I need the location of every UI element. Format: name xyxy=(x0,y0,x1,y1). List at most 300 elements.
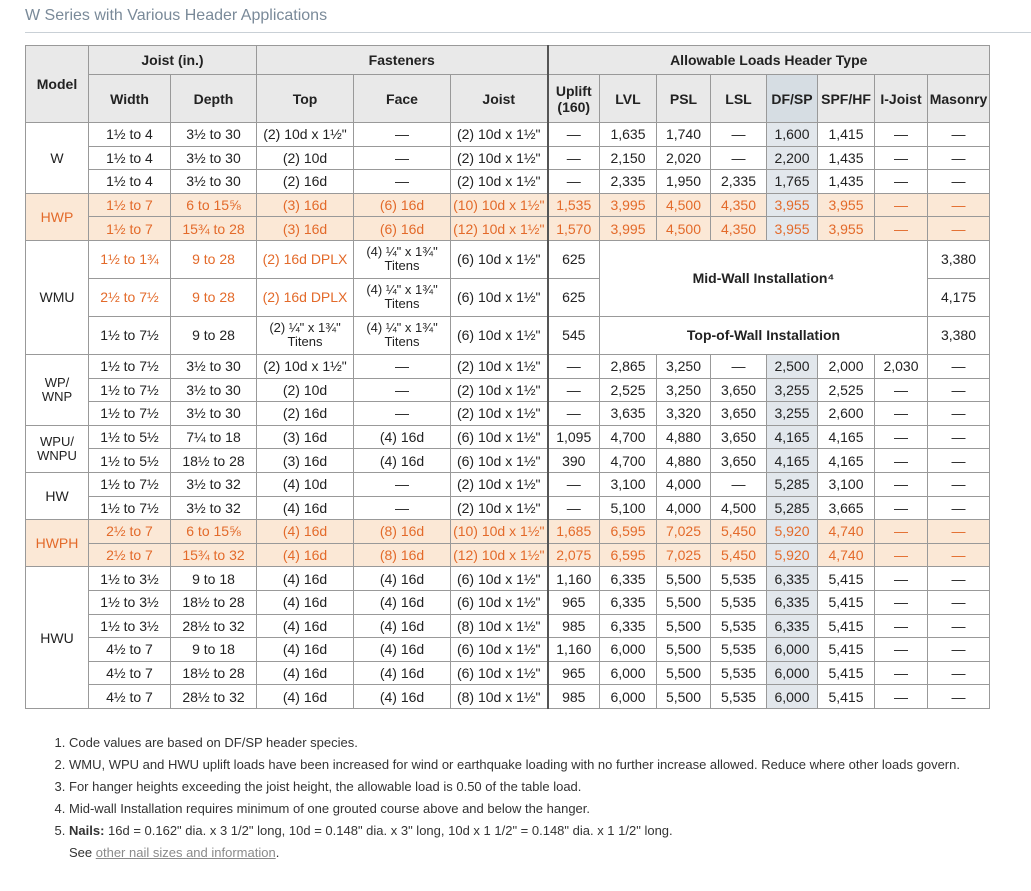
cell-psl: 1,950 xyxy=(657,170,711,194)
cell-lvl: 4,700 xyxy=(600,449,657,473)
cell-masonry: — xyxy=(928,425,990,449)
cell-width: 1½ to 7 xyxy=(89,217,171,241)
uplift-sub: (160) xyxy=(557,98,591,115)
cell-depth: 3½ to 30 xyxy=(171,123,257,147)
cell-depth: 28½ to 32 xyxy=(171,614,257,638)
cell-uplift: 965 xyxy=(548,661,600,685)
cell-lsl: 5,450 xyxy=(711,520,767,544)
cell-psl: 5,500 xyxy=(657,661,711,685)
cell-lvl: 6,000 xyxy=(600,661,657,685)
cell-psl: 4,500 xyxy=(657,217,711,241)
cell-ijoist: — xyxy=(875,472,928,496)
col-joist: Joist xyxy=(451,75,548,123)
cell-spfhf: 3,665 xyxy=(818,496,875,520)
cell-masonry: — xyxy=(928,378,990,402)
cell-depth: 18½ to 28 xyxy=(171,590,257,614)
cell-spfhf: 1,415 xyxy=(818,123,875,147)
cell-joist: (6) 10d x 1½" xyxy=(451,638,548,662)
cell-joist: (6) 10d x 1½" xyxy=(451,278,548,316)
cell-width: 4½ to 7 xyxy=(89,661,171,685)
cell-top: (3) 16d xyxy=(257,425,354,449)
cell-dfsp: 1,600 xyxy=(767,123,818,147)
cell-top: (4) 10d xyxy=(257,472,354,496)
cell-face: — xyxy=(354,123,451,147)
table-row xyxy=(26,217,990,241)
cell-spfhf: 2,525 xyxy=(818,378,875,402)
cell-joist: (6) 10d x 1½" xyxy=(451,661,548,685)
see-prefix: See xyxy=(69,845,96,860)
cell-lvl: 6,000 xyxy=(600,685,657,709)
cell-width: 1½ to 7½ xyxy=(89,496,171,520)
cell-width: 1½ to 7½ xyxy=(89,402,171,426)
model-hwu: HWU xyxy=(26,567,89,709)
cell-spfhf: 5,415 xyxy=(818,661,875,685)
cell-masonry: — xyxy=(928,193,990,217)
cell-uplift: 545 xyxy=(548,316,600,354)
model-hw: HW xyxy=(26,472,89,519)
cell-lsl: 5,535 xyxy=(711,590,767,614)
table-row xyxy=(26,543,990,567)
cell-width: 1½ to 5½ xyxy=(89,449,171,473)
cell-spfhf: 4,165 xyxy=(818,425,875,449)
cell-depth: 15¾ to 32 xyxy=(171,543,257,567)
col-dfsp: DF/SP xyxy=(767,75,818,123)
cell-spfhf: 5,415 xyxy=(818,638,875,662)
col-uplift xyxy=(548,75,600,123)
model-wpu: WPU/ WNPU xyxy=(26,425,89,472)
cell-ijoist: — xyxy=(875,449,928,473)
cell-top: (2) 16d xyxy=(257,402,354,426)
cell-lsl: 4,350 xyxy=(711,217,767,241)
cell-depth: 3½ to 30 xyxy=(171,170,257,194)
cell-masonry: — xyxy=(928,520,990,544)
see-suffix: . xyxy=(275,845,280,860)
cell-width: 2½ to 7 xyxy=(89,520,171,544)
cell-dfsp: 3,255 xyxy=(767,402,818,426)
cell-spfhf: 4,740 xyxy=(818,520,875,544)
cell-dfsp: 3,955 xyxy=(767,193,818,217)
cell-joist: (8) 10d x 1½" xyxy=(451,614,548,638)
cell-psl: 7,025 xyxy=(657,543,711,567)
footnotes xyxy=(51,732,1001,864)
cell-top: (4) 16d xyxy=(257,543,354,567)
cell-face: (8) 16d xyxy=(354,520,451,544)
cell-width: 1½ to 7½ xyxy=(89,316,171,354)
cell-masonry: — xyxy=(928,661,990,685)
cell-width: 1½ to 1¾ xyxy=(89,240,171,278)
cell-top: (4) 16d xyxy=(257,496,354,520)
cell-uplift: 390 xyxy=(548,449,600,473)
cell-masonry: — xyxy=(928,543,990,567)
cell-face: (4) 16d xyxy=(354,590,451,614)
cell-joist: (2) 10d x 1½" xyxy=(451,170,548,194)
table-row xyxy=(26,146,990,170)
cell-masonry: — xyxy=(928,402,990,426)
cell-ijoist: — xyxy=(875,567,928,591)
cell-top: (4) 16d xyxy=(257,685,354,709)
cell-top: (4) 16d xyxy=(257,567,354,591)
cell-width: 1½ to 7½ xyxy=(89,354,171,378)
cell-dfsp: 5,285 xyxy=(767,472,818,496)
cell-joist: (2) 10d x 1½" xyxy=(451,402,548,426)
note-5-text: 16d = 0.162" dia. x 3 1/2" long, 10d = 0.148" dia. x 3" long, 10d x 1 1/2" = 0.148" dia. x 1 1/2" long. xyxy=(104,823,673,838)
cell-spfhf: 5,415 xyxy=(818,590,875,614)
cell-joist: (8) 10d x 1½" xyxy=(451,685,548,709)
cell-lvl: 4,700 xyxy=(600,425,657,449)
cell-joist: (6) 10d x 1½" xyxy=(451,449,548,473)
cell-uplift: 625 xyxy=(548,278,600,316)
model-wp: WP/ WNP xyxy=(26,354,89,425)
cell-joist: (10) 10d x 1½" xyxy=(451,193,548,217)
col-model: Model xyxy=(26,46,89,123)
cell-masonry: — xyxy=(928,472,990,496)
cell-depth: 3½ to 30 xyxy=(171,146,257,170)
cell-lvl: 2,335 xyxy=(600,170,657,194)
cell-joist: (10) 10d x 1½" xyxy=(451,520,548,544)
table-row xyxy=(26,614,990,638)
table-row xyxy=(26,567,990,591)
cell-depth: 9 to 28 xyxy=(171,240,257,278)
cell-top: (4) 16d xyxy=(257,520,354,544)
cell-lvl: 6,000 xyxy=(600,638,657,662)
page-title: W Series with Various Header Applications xyxy=(25,7,328,24)
cell-face: (4) 16d xyxy=(354,425,451,449)
cell-width: 1½ to 3½ xyxy=(89,614,171,638)
cell-psl: 4,000 xyxy=(657,472,711,496)
cell-spfhf: 5,415 xyxy=(818,685,875,709)
cell-lvl: 6,335 xyxy=(600,567,657,591)
col-lsl: LSL xyxy=(711,75,767,123)
cell-dfsp: 6,335 xyxy=(767,567,818,591)
cell-psl: 7,025 xyxy=(657,520,711,544)
cell-spfhf: 3,955 xyxy=(818,193,875,217)
cell-lvl: 2,150 xyxy=(600,146,657,170)
cell-depth: 7¼ to 18 xyxy=(171,425,257,449)
cell-face: — xyxy=(354,402,451,426)
nail-info-link[interactable]: other nail sizes and information xyxy=(95,845,276,860)
cell-spfhf: 2,000 xyxy=(818,354,875,378)
cell-top: (2) 16d DPLX xyxy=(257,278,354,316)
cell-width: 1½ to 5½ xyxy=(89,425,171,449)
cell-lsl: 3,650 xyxy=(711,425,767,449)
cell-masonry: — xyxy=(928,217,990,241)
cell-spfhf: 1,435 xyxy=(818,170,875,194)
cell-depth: 3½ to 30 xyxy=(171,402,257,426)
note-5 xyxy=(69,820,1001,864)
cell-depth: 3½ to 32 xyxy=(171,496,257,520)
cell-lsl: — xyxy=(711,472,767,496)
cell-lvl: 6,595 xyxy=(600,543,657,567)
col-lvl: LVL xyxy=(600,75,657,123)
cell-face: — xyxy=(354,146,451,170)
cell-masonry: — xyxy=(928,123,990,147)
cell-ijoist: — xyxy=(875,378,928,402)
cell-dfsp: 6,335 xyxy=(767,614,818,638)
cell-depth: 15¾ to 28 xyxy=(171,217,257,241)
cell-top: (3) 16d xyxy=(257,449,354,473)
table-row xyxy=(26,638,990,662)
cell-spfhf: 3,955 xyxy=(818,217,875,241)
cell-joist: (2) 10d x 1½" xyxy=(451,146,548,170)
cell-face: (4) 16d xyxy=(354,614,451,638)
table-row xyxy=(26,170,990,194)
cell-width: 1½ to 7½ xyxy=(89,378,171,402)
cell-uplift: 1,160 xyxy=(548,638,600,662)
cell-width: 1½ to 7½ xyxy=(89,472,171,496)
cell-lsl: — xyxy=(711,354,767,378)
cell-uplift: 625 xyxy=(548,240,600,278)
cell-joist: (2) 10d x 1½" xyxy=(451,123,548,147)
cell-lsl: 5,535 xyxy=(711,661,767,685)
cell-psl: 4,880 xyxy=(657,449,711,473)
cell-psl: 5,500 xyxy=(657,567,711,591)
cell-face: (4) ¼" x 1¾" Titens xyxy=(354,278,451,316)
cell-uplift: — xyxy=(548,496,600,520)
cell-spfhf: 4,165 xyxy=(818,449,875,473)
cell-width: 1½ to 7 xyxy=(89,193,171,217)
cell-uplift: — xyxy=(548,146,600,170)
cell-masonry: 3,380 xyxy=(928,316,990,354)
cell-dfsp: 2,500 xyxy=(767,354,818,378)
table-row xyxy=(26,425,990,449)
cell-lsl: 3,650 xyxy=(711,449,767,473)
cell-ijoist: — xyxy=(875,590,928,614)
cell-lvl: 6,595 xyxy=(600,520,657,544)
cell-uplift: — xyxy=(548,123,600,147)
cell-dfsp: 1,765 xyxy=(767,170,818,194)
table-row xyxy=(26,240,990,278)
cell-joist: (2) 10d x 1½" xyxy=(451,378,548,402)
cell-ijoist: — xyxy=(875,661,928,685)
cell-lsl: 5,535 xyxy=(711,567,767,591)
cell-masonry: 3,380 xyxy=(928,240,990,278)
cell-lvl: 6,335 xyxy=(600,590,657,614)
cell-uplift: — xyxy=(548,170,600,194)
cell-ijoist: — xyxy=(875,638,928,662)
cell-spfhf: 4,740 xyxy=(818,543,875,567)
cell-lsl: 3,650 xyxy=(711,378,767,402)
cell-uplift: 1,095 xyxy=(548,425,600,449)
cell-ijoist: — xyxy=(875,614,928,638)
cell-face: — xyxy=(354,378,451,402)
cell-top: (2) 10d x 1½" xyxy=(257,354,354,378)
cell-dfsp: 6,000 xyxy=(767,661,818,685)
cell-joist: (6) 10d x 1½" xyxy=(451,240,548,278)
cell-uplift: — xyxy=(548,378,600,402)
cell-masonry: — xyxy=(928,614,990,638)
cell-lvl: 6,335 xyxy=(600,614,657,638)
cell-spfhf: 2,600 xyxy=(818,402,875,426)
table-row xyxy=(26,354,990,378)
cell-psl: 5,500 xyxy=(657,638,711,662)
cell-masonry: — xyxy=(928,685,990,709)
model-wmu: WMU xyxy=(26,240,89,354)
cell-joist: (6) 10d x 1½" xyxy=(451,316,548,354)
table-row xyxy=(26,496,990,520)
cell-ijoist: — xyxy=(875,496,928,520)
cell-masonry: — xyxy=(928,638,990,662)
cell-dfsp: 6,335 xyxy=(767,590,818,614)
cell-joist: (2) 10d x 1½" xyxy=(451,354,548,378)
uplift-label: Uplift xyxy=(555,82,592,99)
cell-lsl: — xyxy=(711,146,767,170)
cell-uplift: 1,535 xyxy=(548,193,600,217)
table-row xyxy=(26,520,990,544)
cell-ijoist: — xyxy=(875,543,928,567)
col-face: Face xyxy=(354,75,451,123)
cell-top: (2) 16d DPLX xyxy=(257,240,354,278)
cell-joist: (6) 10d x 1½" xyxy=(451,425,548,449)
cell-top: (3) 16d xyxy=(257,217,354,241)
cell-dfsp: 5,920 xyxy=(767,520,818,544)
model-hwph: HWPH xyxy=(26,520,89,567)
col-spfhf: SPF/HF xyxy=(818,75,875,123)
cell-lvl: 1,635 xyxy=(600,123,657,147)
cell-ijoist: 2,030 xyxy=(875,354,928,378)
mid-wall-installation: Mid-Wall Installation⁴ xyxy=(600,240,928,316)
cell-width: 1½ to 3½ xyxy=(89,590,171,614)
note-3: 3. For hanger heights exceeding the joist height, the allowable load is 0.50 of the table load. xyxy=(69,776,1001,798)
cell-dfsp: 4,165 xyxy=(767,449,818,473)
table-row xyxy=(26,193,990,217)
cell-psl: 5,500 xyxy=(657,590,711,614)
group-joist: Joist (in.) xyxy=(89,46,257,75)
cell-masonry: — xyxy=(928,567,990,591)
cell-dfsp: 3,255 xyxy=(767,378,818,402)
cell-masonry: — xyxy=(928,449,990,473)
cell-lsl: 3,650 xyxy=(711,402,767,426)
cell-width: 2½ to 7½ xyxy=(89,278,171,316)
title-divider xyxy=(25,32,1031,33)
cell-uplift: — xyxy=(548,402,600,426)
cell-face: (8) 16d xyxy=(354,543,451,567)
cell-joist: (6) 10d x 1½" xyxy=(451,590,548,614)
cell-depth: 18½ to 28 xyxy=(171,661,257,685)
cell-depth: 6 to 15⅝ xyxy=(171,193,257,217)
table-row xyxy=(26,661,990,685)
cell-face: (4) 16d xyxy=(354,567,451,591)
cell-face: (4) ¼" x 1¾" Titens xyxy=(354,240,451,278)
cell-depth: 3½ to 30 xyxy=(171,354,257,378)
cell-psl: 5,500 xyxy=(657,614,711,638)
cell-spfhf: 5,415 xyxy=(818,567,875,591)
cell-joist: (2) 10d x 1½" xyxy=(451,496,548,520)
cell-lsl: 5,535 xyxy=(711,685,767,709)
cell-lsl: — xyxy=(711,123,767,147)
cell-lvl: 2,525 xyxy=(600,378,657,402)
cell-width: 1½ to 3½ xyxy=(89,567,171,591)
cell-psl: 1,740 xyxy=(657,123,711,147)
cell-lvl: 3,995 xyxy=(600,193,657,217)
cell-ijoist: — xyxy=(875,123,928,147)
cell-lsl: 5,535 xyxy=(711,614,767,638)
cell-psl: 3,320 xyxy=(657,402,711,426)
table-row xyxy=(26,685,990,709)
cell-lsl: 4,350 xyxy=(711,193,767,217)
cell-uplift: 965 xyxy=(548,590,600,614)
col-psl: PSL xyxy=(657,75,711,123)
cell-masonry: — xyxy=(928,496,990,520)
cell-depth: 9 to 28 xyxy=(171,316,257,354)
cell-dfsp: 2,200 xyxy=(767,146,818,170)
table-row xyxy=(26,449,990,473)
cell-face: (4) 16d xyxy=(354,638,451,662)
cell-lsl: 5,450 xyxy=(711,543,767,567)
col-top: Top xyxy=(257,75,354,123)
cell-ijoist: — xyxy=(875,402,928,426)
cell-face: — xyxy=(354,472,451,496)
table-row xyxy=(26,590,990,614)
cell-psl: 4,000 xyxy=(657,496,711,520)
cell-uplift: 985 xyxy=(548,685,600,709)
cell-lsl: 4,500 xyxy=(711,496,767,520)
cell-lvl: 5,100 xyxy=(600,496,657,520)
cell-top: (2) 10d xyxy=(257,378,354,402)
cell-ijoist: — xyxy=(875,170,928,194)
cell-uplift: — xyxy=(548,354,600,378)
model-w: W xyxy=(26,123,89,194)
cell-top: (4) 16d xyxy=(257,590,354,614)
cell-masonry: — xyxy=(928,354,990,378)
cell-joist: (12) 10d x 1½" xyxy=(451,543,548,567)
cell-lvl: 3,635 xyxy=(600,402,657,426)
cell-face: (6) 16d xyxy=(354,217,451,241)
cell-psl: 3,250 xyxy=(657,378,711,402)
cell-uplift: 2,075 xyxy=(548,543,600,567)
cell-face: (4) ¼" x 1¾" Titens xyxy=(354,316,451,354)
cell-joist: (12) 10d x 1½" xyxy=(451,217,548,241)
cell-top: (2) 10d x 1½" xyxy=(257,123,354,147)
cell-spfhf: 5,415 xyxy=(818,614,875,638)
cell-masonry: — xyxy=(928,590,990,614)
cell-width: 4½ to 7 xyxy=(89,638,171,662)
col-depth: Depth xyxy=(171,75,257,123)
cell-psl: 3,250 xyxy=(657,354,711,378)
table-row xyxy=(26,123,990,147)
note-5-label: Nails: xyxy=(69,823,105,838)
cell-ijoist: — xyxy=(875,193,928,217)
note-2: 2. WMU, WPU and HWU uplift loads have been increased for wind or earthquake loading with no further increase allowed. Reduce where other loads govern. xyxy=(69,754,1001,776)
cell-ijoist: — xyxy=(875,146,928,170)
cell-top: (4) 16d xyxy=(257,614,354,638)
cell-ijoist: — xyxy=(875,425,928,449)
cell-depth: 28½ to 32 xyxy=(171,685,257,709)
cell-top: (4) 16d xyxy=(257,638,354,662)
cell-lsl: 2,335 xyxy=(711,170,767,194)
cell-ijoist: — xyxy=(875,685,928,709)
cell-depth: 3½ to 30 xyxy=(171,378,257,402)
cell-depth: 18½ to 28 xyxy=(171,449,257,473)
cell-top: (2) ¼" x 1¾" Titens xyxy=(257,316,354,354)
table-row xyxy=(26,378,990,402)
group-loads: Allowable Loads Header Type xyxy=(548,46,990,75)
cell-psl: 4,880 xyxy=(657,425,711,449)
cell-ijoist: — xyxy=(875,217,928,241)
cell-face: (4) 16d xyxy=(354,449,451,473)
note-4: 4. Mid-wall Installation requires minimum of one grouted course above and below the hanger. xyxy=(69,798,1001,820)
cell-face: — xyxy=(354,170,451,194)
cell-face: (4) 16d xyxy=(354,661,451,685)
cell-top: (4) 16d xyxy=(257,661,354,685)
cell-joist: (6) 10d x 1½" xyxy=(451,567,548,591)
cell-width: 1½ to 4 xyxy=(89,146,171,170)
cell-lvl: 2,865 xyxy=(600,354,657,378)
cell-joist: (2) 10d x 1½" xyxy=(451,472,548,496)
cell-width: 1½ to 4 xyxy=(89,123,171,147)
cell-uplift: 1,160 xyxy=(548,567,600,591)
model-hwp: HWP xyxy=(26,193,89,240)
cell-depth: 9 to 28 xyxy=(171,278,257,316)
